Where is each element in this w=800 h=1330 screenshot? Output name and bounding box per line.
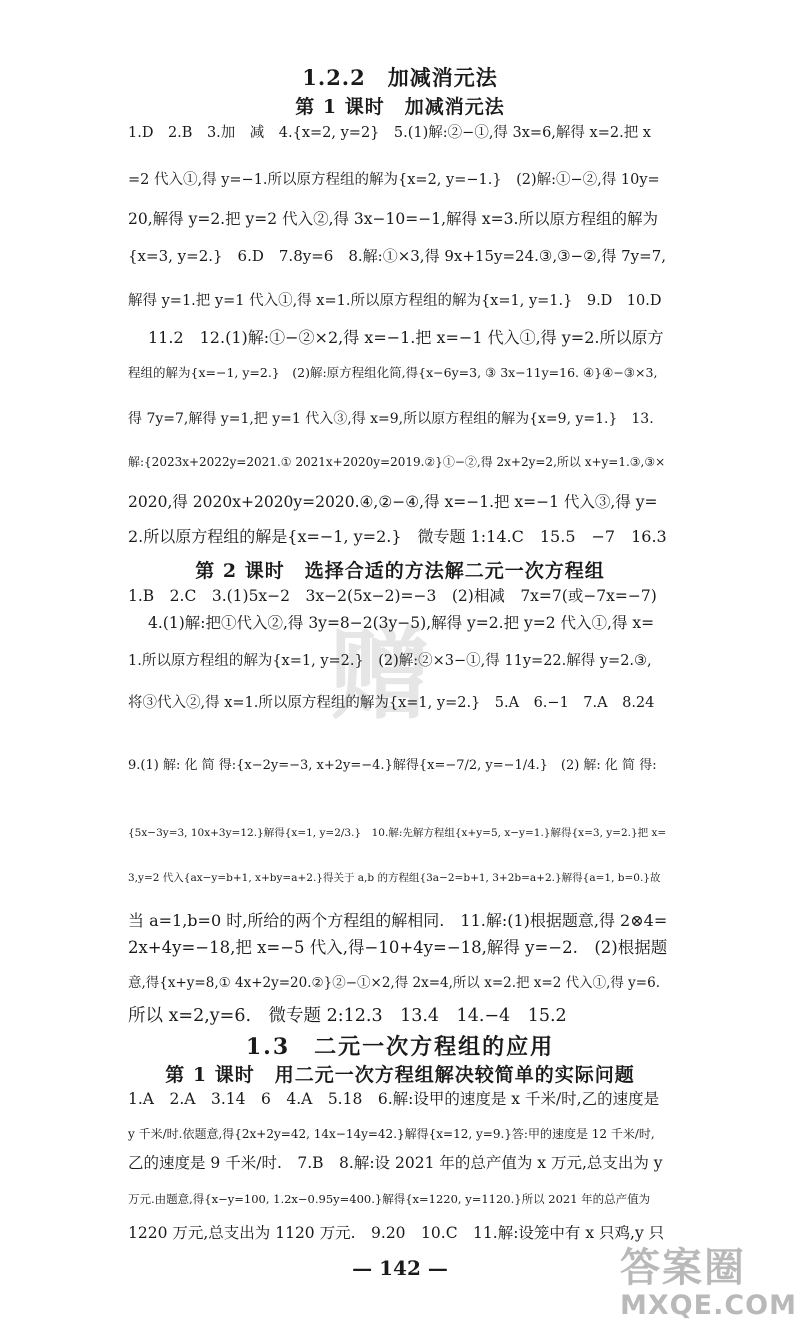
text-line: =2 代入①,得 y=−1.所以原方程组的解为{x=2, y=−1.} (2)解:①−②,得 10y= bbox=[128, 172, 660, 188]
section-title: 1.2.2 加减消元法 bbox=[302, 65, 498, 90]
text-line: 1.所以原方程组的解为{x=1, y=2.} (2)解:②×3−①,得 11y=22.解得 y=2.③, bbox=[128, 653, 652, 669]
text-line: 2.所以原方程组的解是{x=−1, y=2.} 微专题 1:14.C 15.5 −7 16.3 bbox=[128, 527, 667, 546]
background-stamp: 赠 bbox=[330, 616, 430, 733]
text-line: 11.2 12.(1)解:①−②×2,得 x=−1.把 x=−1 代入①,得 y=2.所以原方 bbox=[148, 328, 664, 347]
text-line: 万元.由题意,得{x−y=100, 1.2x−0.95y=400.}解得{x=1220, y=1120.}所以 2021 年的总产值为 bbox=[128, 1192, 651, 1206]
watermark-url-text: MXQE.COM bbox=[620, 1290, 797, 1321]
text-line: 2x+4y=−18,把 x=−5 代入,得−10+4y=−18,解得 y=−2. (2)根据题 bbox=[128, 938, 668, 957]
text-line: 1220 万元,总支出为 1120 万元. 9.20 10.C 11.解:设笼中有 x 只鸡,y 只 bbox=[128, 1224, 665, 1242]
text-line: 得 7y=7,解得 y=1,把 y=1 代入③,得 x=9,所以原方程组的解为{x=9, y=1.} 13. bbox=[128, 411, 654, 427]
text-line: 当 a=1,b=0 时,所给的两个方程组的解相同. 11.解:(1)根据题意,得 2⊗4= bbox=[128, 911, 668, 930]
site-watermark bbox=[620, 1245, 797, 1325]
text-line: 2020,得 2020x+2020y=2020.④,②−④,得 x=−1.把 x=−1 代入③,得 y= bbox=[128, 493, 658, 511]
text-line: 程组的解为{x=−1, y=2.} (2)解:原方程组化简,得{x−6y=3, ③ 3x−11y=16. ④}④−③×3, bbox=[128, 365, 658, 380]
text-line: 20,解得 y=2.把 y=2 代入②,得 3x−10=−1,解得 x=3.所以原方程组的解为 bbox=[128, 210, 658, 228]
text-line: 3,y=2 代入{ax−y=b+1, x+by=a+2.}得关于 a,b 的方程组{3a−2=b+1, 3+2b=a+2.}解得{a=1, b=0.}故 bbox=[128, 872, 661, 884]
text-line: 乙的速度是 9 千米/时. 7.B 8.解:设 2021 年的总产值为 x 万元,总支出为 y bbox=[128, 1154, 663, 1172]
lesson3-title: 第 1 课时 用二元一次方程组解决较简单的实际问题 bbox=[165, 1064, 635, 1086]
text-line: 所以 x=2,y=6. 微专题 2:12.3 13.4 14.−4 15.2 bbox=[128, 1006, 567, 1026]
text-line: 1.A 2.A 3.14 6 4.A 5.18 6.解:设甲的速度是 x 千米/时,乙的速度是 bbox=[128, 1090, 660, 1108]
lesson1-title: 第 1 课时 加减消元法 bbox=[295, 96, 505, 118]
text-line: y 千米/时.依题意,得{2x+2y=42, 14x−14y=42.}解得{x=12, y=9.}答:甲的速度是 12 千米/时, bbox=[128, 1127, 655, 1141]
lesson2-title: 第 2 课时 选择合适的方法解二元一次方程组 bbox=[195, 560, 605, 582]
text-line: 9.(1) 解: 化 简 得:{x−2y=−3, x+2y=−4.}解得{x=−7/2, y=−1/4.} (2) 解: 化 简 得: bbox=[128, 758, 657, 773]
text-line: 解:{2023x+2022y=2021.① 2021x+2020y=2019.②}①−②,得 2x+2y=2,所以 x+y=1.③,③× bbox=[128, 455, 666, 469]
text-line: 1.B 2.C 3.(1)5x−2 3x−2(5x−2)=−3 (2)相减 7x=7(或−7x=−7) bbox=[128, 587, 657, 605]
text-line: {5x−3y=3, 10x+3y=12.}解得{x=1, y=2/3.} 10.解:先解方程组{x+y=5, x−y=1.}解得{x=3, y=2.}把 x= bbox=[128, 827, 667, 839]
text-line: 4.(1)解:把①代入②,得 3y=8−2(3y−5),解得 y=2.把 y=2 代入①,得 x= bbox=[148, 614, 655, 632]
text-line: 意,得{x+y=8,① 4x+2y=20.②}②−①×2,得 2x=4,所以 x=2.把 x=2 代入①,得 y=6. bbox=[128, 975, 661, 991]
text-line: 1.D 2.B 3.加 减 4.{x=2, y=2} 5.(1)解:②−①,得 3x=6,解得 x=2.把 x bbox=[128, 125, 651, 141]
text-line: {x=3, y=2.} 6.D 7.8y=6 8.解:①×3,得 9x+15y=24.③,③−②,得 7y=7, bbox=[128, 247, 667, 265]
text-line: 解得 y=1.把 y=1 代入①,得 x=1.所以原方程组的解为{x=1, y=1.} 9.D 10.D bbox=[128, 293, 662, 309]
section2-title: 1.3 二元一次方程组的应用 bbox=[245, 1034, 555, 1060]
page-number: — 142 — bbox=[352, 1256, 448, 1280]
text-line: 将③代入②,得 x=1.所以原方程组的解为{x=1, y=2.} 5.A 6.−1 7.A 8.24 bbox=[128, 695, 655, 711]
watermark-logo-text: 答案圈 bbox=[620, 1245, 746, 1291]
